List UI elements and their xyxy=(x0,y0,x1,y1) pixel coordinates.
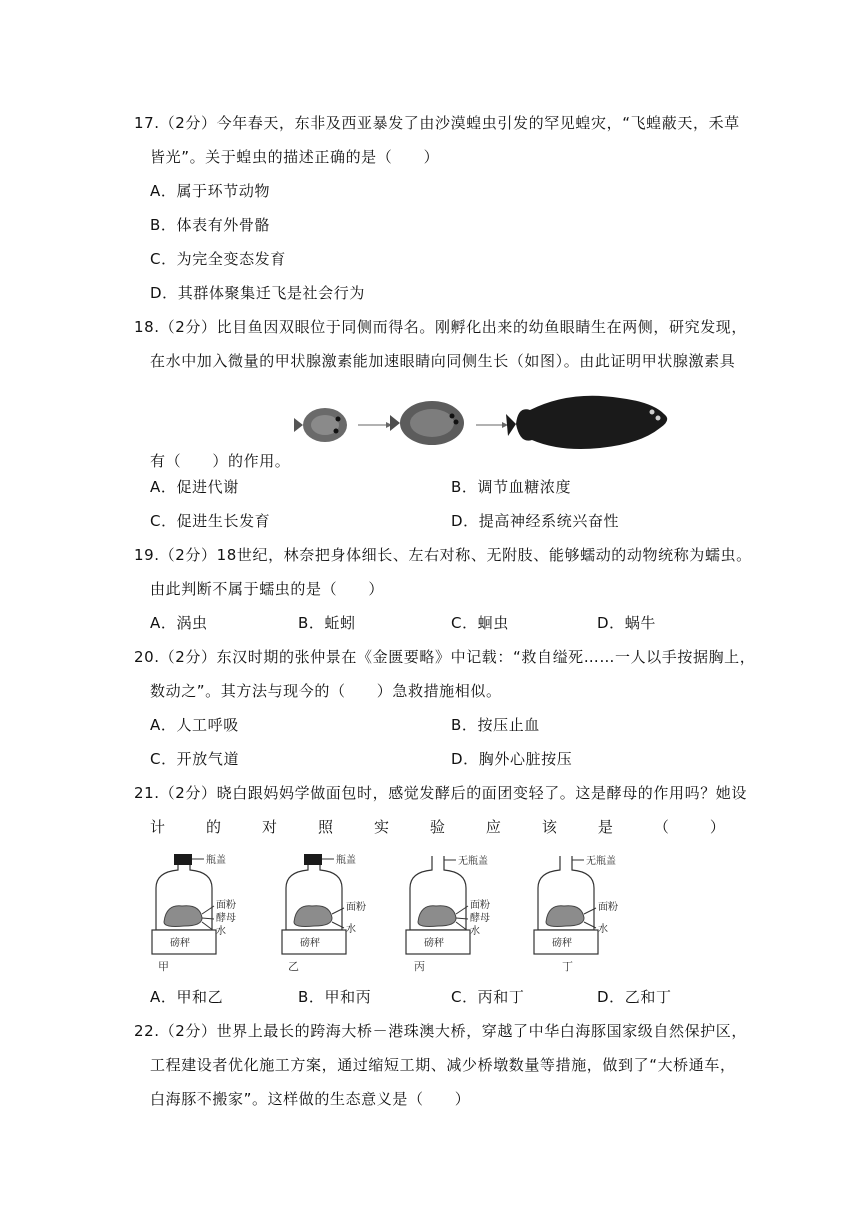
q17-option-c: C．为完全变态发育 xyxy=(150,250,286,268)
q18-option-d: D．提高神经系统兴奋性 xyxy=(451,512,620,530)
juvenile-fish-image xyxy=(390,401,464,445)
flour-label: 面粉 xyxy=(598,902,618,913)
q19-option-d: D．蜗牛 xyxy=(597,614,656,632)
q21-line2-char: 计 xyxy=(150,818,166,836)
q19-option-b: B．蚯蚓 xyxy=(298,614,356,632)
q21-line2-char: 照 xyxy=(317,818,333,836)
caption-ding: 丁 xyxy=(562,960,573,973)
water-label: 水 xyxy=(216,926,226,937)
flounder-development-figure xyxy=(280,388,680,458)
q20-line1: 20.（2分）东汉时期的张仲景在《金匮要略》中记载：“救自缢死……一人以手按据胸上， xyxy=(134,648,756,666)
q21-line2-char: 的 xyxy=(205,818,221,836)
q20-option-d: D．胸外心脏按压 xyxy=(451,750,573,768)
q19-line1: 19.（2分）18世纪，林奈把身体细长、左右对称、无附肢、能够蠕动的动物统称为蠕虫。 xyxy=(134,546,752,564)
lid-icon xyxy=(304,854,322,865)
q17-option-d: D．其群体聚集迁飞是社会行为 xyxy=(150,284,365,302)
q18-line2: 在水中加入微量的甲状腺激素能加速眼睛向同侧生长（如图）。由此证明甲状腺激素具 xyxy=(150,352,736,370)
q21-option-a: A．甲和乙 xyxy=(150,988,224,1006)
lid-label: 瓶盖 xyxy=(206,855,226,866)
no-lid-label: 无瓶盖 xyxy=(458,856,488,867)
q19-option-a: A．涡虫 xyxy=(150,614,208,632)
q21-line2-char: ） xyxy=(709,818,725,836)
q21-option-c: C．丙和丁 xyxy=(451,988,525,1006)
q21-line2-char: 该 xyxy=(541,818,557,836)
arrow-icon xyxy=(476,422,508,428)
flour-label: 面粉 xyxy=(470,900,490,911)
q18-option-b: B．调节血糖浓度 xyxy=(451,478,572,496)
q19-option-c: C．蛔虫 xyxy=(451,614,509,632)
q18-option-a: A．促进代谢 xyxy=(150,478,239,496)
water-label: 水 xyxy=(346,924,356,935)
q22-line1: 22.（2分）世界上最长的跨海大桥－港珠澳大桥，穿越了中华白海豚国家级自然保护区， xyxy=(134,1022,748,1040)
q18-option-c: C．促进生长发育 xyxy=(150,512,271,530)
scale-label: 磅秤 xyxy=(424,938,444,949)
larva-fish-image xyxy=(294,408,347,442)
no-lid-label: 无瓶盖 xyxy=(586,856,616,867)
bottle-yi xyxy=(282,853,366,973)
q17-option-a: A．属于环节动物 xyxy=(150,182,271,200)
scale-label: 磅秤 xyxy=(170,938,190,949)
q21-line2-char: 实 xyxy=(373,818,389,836)
q18-line3: 有（ ）的作用。 xyxy=(150,452,291,470)
bottle-ding xyxy=(534,854,618,973)
lid-label: 瓶盖 xyxy=(336,855,356,866)
q21-line2-char: 验 xyxy=(429,818,445,836)
q21-line2-char: 对 xyxy=(261,818,277,836)
yeast-label: 酵母 xyxy=(216,913,236,924)
q21-line1: 21.（2分）晓白跟妈妈学做面包时，感觉发酵后的面团变轻了。这是酵母的作用吗？她设 xyxy=(134,784,748,802)
q20-line2: 数动之”。其方法与现今的（ ）急救措施相似。 xyxy=(150,682,502,700)
bottle-jia xyxy=(152,853,236,973)
q20-option-b: B．按压止血 xyxy=(451,716,540,734)
flour-label: 面粉 xyxy=(216,900,236,911)
q17-line2: 皆光”。关于蝗虫的描述正确的是（ ） xyxy=(150,148,440,166)
scale-label: 磅秤 xyxy=(552,938,572,949)
caption-jia: 甲 xyxy=(158,960,169,973)
q21-line2 xyxy=(150,817,725,837)
q22-line2: 工程建设者优化施工方案，通过缩短工期、减少桥墩数量等措施，做到了“大桥通车， xyxy=(150,1056,736,1074)
q21-line2-char: （ xyxy=(653,818,669,836)
adult-flounder-image xyxy=(506,396,667,449)
caption-bing: 丙 xyxy=(414,960,425,973)
q17-line1: 17.（2分）今年春天，东非及西亚暴发了由沙漠蝗虫引发的罕见蝗灾，“飞蝗蔽天，禾草 xyxy=(134,114,740,132)
scale-label: 磅秤 xyxy=(300,938,320,949)
lid-icon xyxy=(174,854,192,865)
q21-line2-char: 是 xyxy=(597,818,613,836)
q21-option-d: D．乙和丁 xyxy=(597,988,672,1006)
water-label: 水 xyxy=(470,926,480,937)
q21-option-b: B．甲和丙 xyxy=(298,988,372,1006)
yeast-label: 酵母 xyxy=(470,913,490,924)
q22-line3: 白海豚不搬家”。这样做的生态意义是（ ） xyxy=(150,1090,471,1108)
water-label: 水 xyxy=(598,924,608,935)
q18-line1: 18.（2分）比目鱼因双眼位于同侧而得名。刚孵化出来的幼鱼眼睛生在两侧，研究发现， xyxy=(134,318,748,336)
q21-line2-char: 应 xyxy=(485,818,501,836)
q20-option-c: C．开放气道 xyxy=(150,750,240,768)
q19-line2: 由此判断不属于蠕虫的是（ ） xyxy=(150,580,385,598)
bottle-bing xyxy=(406,854,490,973)
q20-option-a: A．人工呼吸 xyxy=(150,716,239,734)
q17-option-b: B．体表有外骨骼 xyxy=(150,216,271,234)
bottle-experiment-figure xyxy=(140,848,680,978)
arrow-icon xyxy=(358,422,392,428)
flour-label: 面粉 xyxy=(346,902,366,913)
caption-yi: 乙 xyxy=(288,960,299,973)
